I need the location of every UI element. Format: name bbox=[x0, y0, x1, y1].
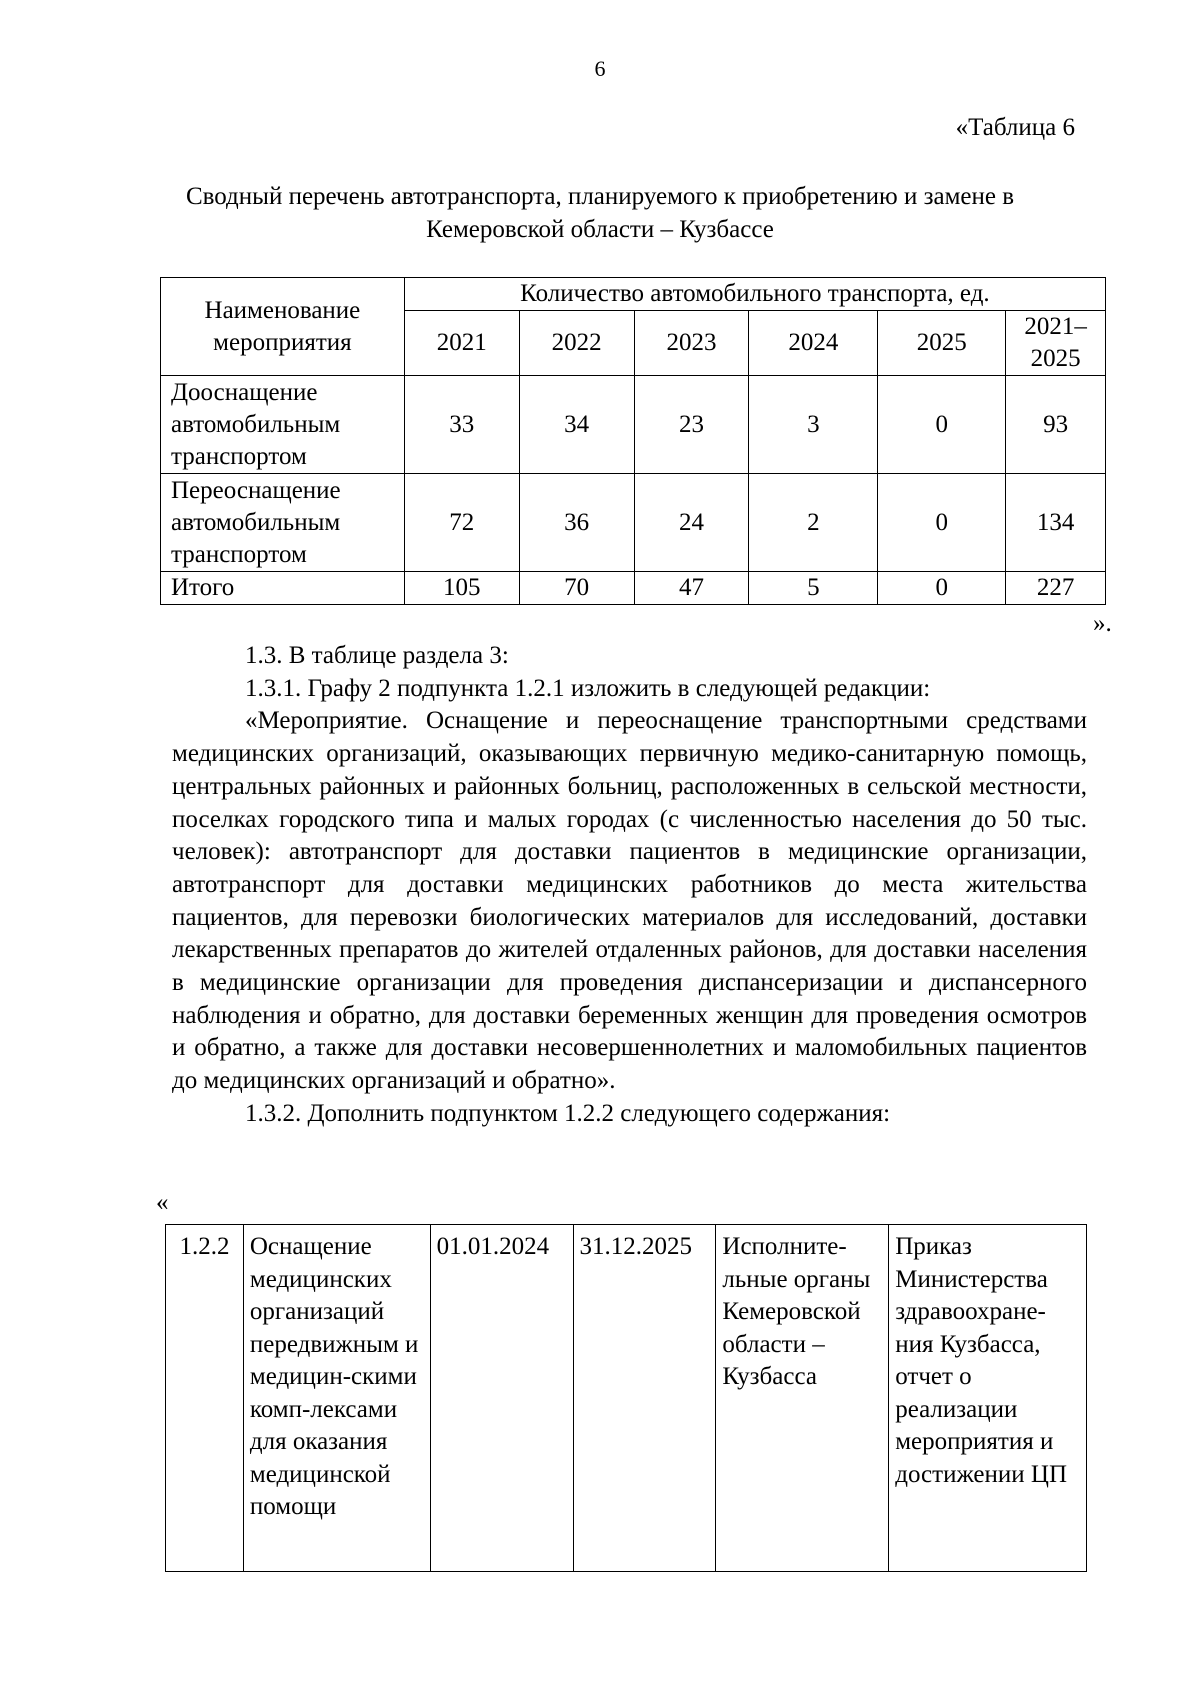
cell-value: 24 bbox=[634, 474, 749, 572]
table-row bbox=[161, 474, 1106, 572]
cell-value: 105 bbox=[404, 572, 519, 605]
cell-value: 93 bbox=[1006, 376, 1106, 474]
cell-value: 0 bbox=[878, 376, 1006, 474]
measure-start-date: 01.01.2024 bbox=[430, 1225, 573, 1572]
table-row bbox=[161, 376, 1106, 474]
paragraph-1-3: 1.3. В таблице раздела 3: bbox=[245, 642, 509, 669]
cell-value: 227 bbox=[1006, 572, 1106, 605]
name-header: Наименование мероприятия bbox=[161, 278, 405, 376]
measure-table bbox=[165, 1224, 1087, 1572]
group-header: Количество автомобильного транспорта, ед. bbox=[404, 278, 1105, 311]
measure-number: 1.2.2 bbox=[166, 1225, 244, 1572]
table-label: «Таблица 6 bbox=[955, 114, 1075, 141]
cell-value: 0 bbox=[878, 474, 1006, 572]
year-header: 2023 bbox=[634, 311, 749, 376]
paragraph-1-3-2: 1.3.2. Дополнить подпунктом 1.2.2 следующего содержания: bbox=[245, 1099, 891, 1127]
cell-value: 36 bbox=[519, 474, 634, 572]
open-quote: « bbox=[156, 1189, 169, 1216]
table-row bbox=[166, 1225, 1087, 1572]
row-name: Переоснащение автомобильным транспортом bbox=[161, 474, 405, 572]
table-title: Сводный перечень автотранспорта, планируемого к приобретению и замене в Кемеровской области – Кузбассе bbox=[185, 183, 1015, 243]
page-number: 6 bbox=[594, 56, 606, 81]
cell-value: 47 bbox=[634, 572, 749, 605]
row-name: Итого bbox=[161, 572, 405, 605]
measure-end-date: 31.12.2025 bbox=[573, 1225, 716, 1572]
cell-value: 70 bbox=[519, 572, 634, 605]
cell-value: 34 bbox=[519, 376, 634, 474]
cell-value: 33 bbox=[404, 376, 519, 474]
year-header: 2024 bbox=[749, 311, 878, 376]
body-text bbox=[172, 640, 1087, 1131]
year-header: 2025 bbox=[878, 311, 1006, 376]
cell-value: 5 bbox=[749, 572, 878, 605]
year-header: 2021–2025 bbox=[1006, 311, 1106, 376]
year-header: 2022 bbox=[519, 311, 634, 376]
cell-value: 2 bbox=[749, 474, 878, 572]
cell-value: 72 bbox=[404, 474, 519, 572]
measure-executor: Исполните-льные органы Кемеровской области – Кузбасса bbox=[716, 1225, 889, 1572]
year-header: 2021 bbox=[404, 311, 519, 376]
cell-value: 23 bbox=[634, 376, 749, 474]
row-name: Дооснащение автомобильным транспортом bbox=[161, 376, 405, 474]
paragraph-measure-text: «Мероприятие. Оснащение и переоснащение транспортными средствами медицинских организаций, оказывающих первичную медико-санитарную помощь, центральных районных и районных больниц, расположенных в сельской местности, поселках городского типа и малых городах (с численностью населения до 50 тыс. человек): автотранспорт для доставки пациентов в медицинские организации, автотранспорт для доставки медицинских работников до места жительства пациентов, для перевозки биологических материалов для исследований, доставки лекарственных препаратов до жителей отдаленных районов, для доставки населения в медицинские организации для проведения диспансеризации и диспансерного наблюдения и обратно, для доставки беременных женщин для проведения осмотров и обратно, а также для доставки несовершеннолетних и маломобильных пациентов до медицинских организаций и обратно». bbox=[172, 707, 1087, 1095]
measure-result: Приказ Министерства здравоохране-ния Кузбасса, отчет о реализации мероприятия и достижении ЦП bbox=[889, 1225, 1087, 1572]
table-row-total bbox=[161, 572, 1106, 605]
cell-value: 3 bbox=[749, 376, 878, 474]
cell-value: 0 bbox=[878, 572, 1006, 605]
measure-description: Оснащение медицинских организаций передвижным и медицин-скими комп-лексами для оказания медицинской помощи bbox=[243, 1225, 430, 1572]
closing-quote: ». bbox=[1093, 610, 1112, 637]
transport-table bbox=[160, 277, 1106, 605]
paragraph-1-3-1: 1.3.1. Графу 2 подпункта 1.2.1 изложить в следующей редакции: bbox=[245, 674, 931, 702]
cell-value: 134 bbox=[1006, 474, 1106, 572]
